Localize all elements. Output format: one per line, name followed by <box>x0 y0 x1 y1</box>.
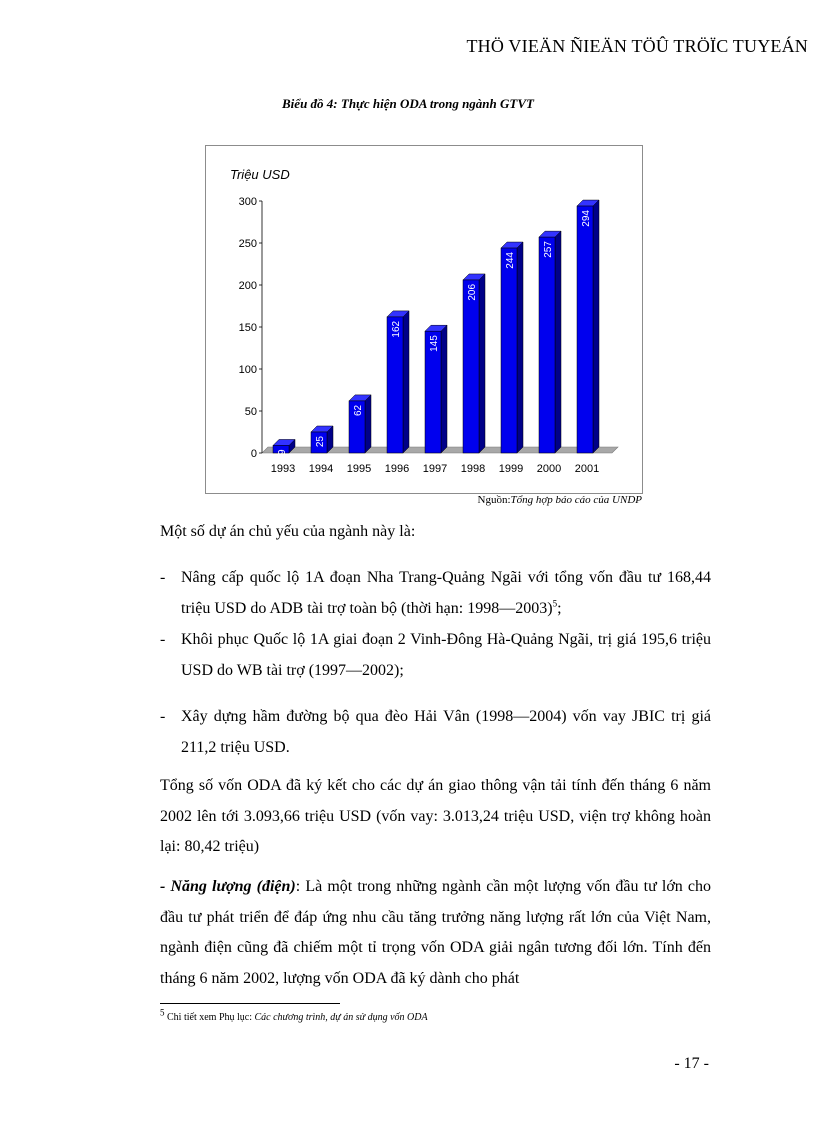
x-tick-label: 1993 <box>270 463 296 475</box>
x-tick-label: 1995 <box>346 463 372 475</box>
bar-value-label: 62 <box>353 404 364 417</box>
bar-value-label: 206 <box>467 283 478 301</box>
list-item <box>160 702 711 763</box>
list-item-text: Xây dựng hầm đường bộ qua đèo Hải Vân (1998—2004) vốn vay JBIC trị giá 211,2 triệu USD. <box>181 708 711 756</box>
bar-value-label: 257 <box>543 241 554 258</box>
y-tick-label: 250 <box>238 238 257 250</box>
y-tick-label: 50 <box>244 406 257 418</box>
list-item <box>160 625 711 686</box>
y-tick-label: 150 <box>238 322 257 334</box>
bar-side <box>365 395 371 453</box>
bar-side <box>555 231 561 453</box>
footnote-ref: 5 <box>552 598 558 609</box>
bar-side <box>593 200 599 453</box>
source-label: Nguồn: <box>477 494 511 506</box>
source-text: Tổng hợp báo cáo của UNDP <box>510 494 642 506</box>
x-tick-label: 1998 <box>460 463 486 475</box>
chart-frame <box>205 145 643 494</box>
list-item-tail: ; <box>557 599 562 617</box>
x-tick-label: 1996 <box>384 463 410 475</box>
bar-side <box>479 274 485 453</box>
bar <box>463 280 479 453</box>
section-lead: - Năng lượng (điện) <box>160 878 296 895</box>
bar-side <box>441 325 447 453</box>
x-tick-label: 1994 <box>308 463 334 475</box>
bullet-dash: - <box>160 708 166 725</box>
bar <box>539 237 555 453</box>
paragraph-text: : Là một trong những ngành cần một lượng vốn đầu tư lớn cho đầu tư phát triển để đáp ứng nhu cầu tăng trưởng năng lượng rất lớn của Việt Nam, ngành điện cũng đã chiếm một tỉ trọng vốn ODA giải ngân tương đối lớn. Tính đến tháng 6 năm 2002, lượng vốn ODA đã ký dành cho phát <box>160 878 711 987</box>
page-header: THÖ VIEÄN ÑIEÄN TÖÛ TRÖÏC TUYEÁN <box>466 36 808 56</box>
bar-chart <box>206 146 642 493</box>
x-tick-label: 2000 <box>536 463 562 475</box>
bar-value-label: 145 <box>429 335 440 352</box>
y-tick-label: 200 <box>238 280 257 292</box>
y-axis-label: Triệu USD <box>230 167 290 182</box>
footnote-text: Các chương trình, dự án sử dụng vốn ODA <box>254 1012 428 1023</box>
footnote <box>160 1007 428 1023</box>
page-number: - 17 - <box>674 1055 709 1072</box>
bar-value-label: 9 <box>277 449 288 456</box>
bar <box>577 206 593 453</box>
bar-side <box>517 242 523 453</box>
footnote-number: 5 <box>160 1007 165 1018</box>
bar-value-label: 294 <box>581 210 592 227</box>
y-tick-label: 300 <box>238 196 257 208</box>
bar <box>501 248 517 453</box>
bar-value-label: 25 <box>315 436 326 448</box>
list-item <box>160 563 711 624</box>
paragraph <box>160 872 711 994</box>
paragraph: Tổng số vốn ODA đã ký kết cho các dự án giao thông vận tải tính đến tháng 6 năm 2002 lên tới 3.093,66 triệu USD (vốn vay: 3.013,24 triệu USD, viện trợ không hoàn lại: 80,42 triệu) <box>160 777 711 855</box>
footnote-divider <box>160 1003 340 1004</box>
chart-source <box>478 494 642 506</box>
chart-title: Biểu đồ 4: Thực hiện ODA trong ngành GTVT <box>282 96 534 111</box>
y-tick-label: 100 <box>238 364 257 376</box>
x-tick-label: 1997 <box>422 463 448 475</box>
footnote-label: Chi tiết xem Phụ lục: <box>167 1012 252 1023</box>
bar-value-label: 162 <box>391 320 402 338</box>
list-item-text: Nâng cấp quốc lộ 1A đoạn Nha Trang-Quảng Ngãi với tổng vốn đầu tư 168,44 triệu USD do ADB tài trợ toàn bộ (thời hạn: 1998—2003) <box>181 569 711 617</box>
x-tick-label: 2001 <box>574 463 600 475</box>
bullet-dash: - <box>160 569 166 586</box>
x-tick-label: 1999 <box>498 463 524 475</box>
bar-value-label: 244 <box>505 252 516 269</box>
intro-text: Một số dự án chủ yếu của ngành này là: <box>160 523 416 540</box>
bullet-dash: - <box>160 631 166 648</box>
list-item-text: Khôi phục Quốc lộ 1A giai đoạn 2 Vinh-Đông Hà-Quảng Ngãi, trị giá 195,6 triệu USD do WB tài trợ (1997—2002); <box>181 631 711 679</box>
y-tick-label: 0 <box>250 448 257 460</box>
bar-side <box>403 311 409 453</box>
